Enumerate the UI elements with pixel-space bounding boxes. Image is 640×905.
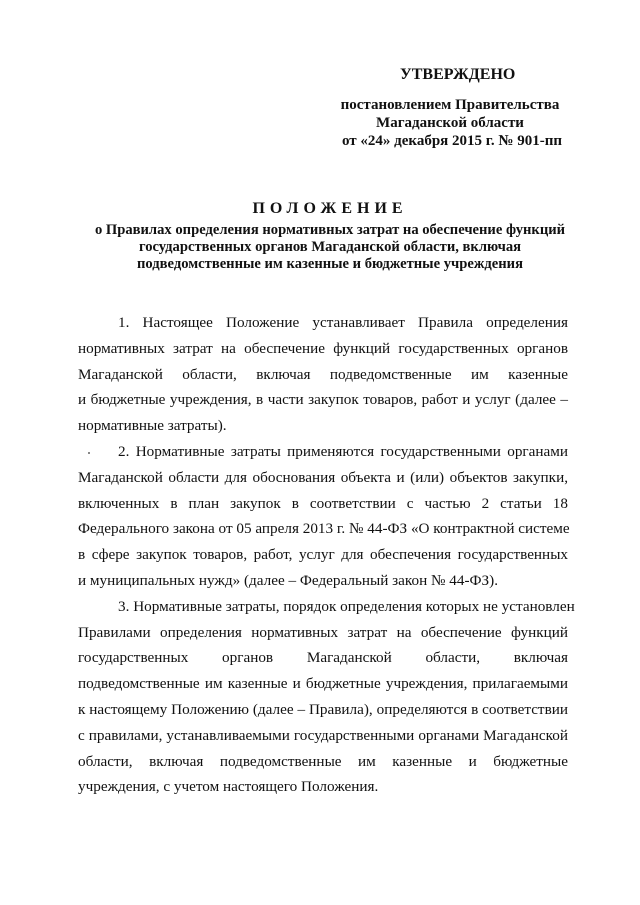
approval-block xyxy=(320,66,580,150)
text-line: с правилами, устанавливаемыми государственными органами Магаданской xyxy=(78,726,568,744)
subtitle-line: государственных органов Магаданской области, включая xyxy=(138,239,522,255)
paragraph-2 xyxy=(78,439,568,594)
document-body xyxy=(78,310,575,800)
text-line: учреждения, с учетом настоящего Положения. xyxy=(78,778,379,796)
approval-line: постановлением Правительства xyxy=(340,97,560,113)
text-line: нормативных затрат на обеспечение функций государственных органов xyxy=(78,339,568,357)
text-line: 2. Нормативные затраты применяются государственными органами xyxy=(118,442,568,460)
document-title: ПОЛОЖЕНИЕ xyxy=(252,200,408,217)
approval-line: от «24» декабря 2015 г. № 901-пп xyxy=(341,133,562,149)
text-line: Правилами определения нормативных затрат на обеспечение функций xyxy=(78,623,568,641)
subtitle-line: о Правилах определения нормативных затрат на обеспечение функций xyxy=(94,222,566,238)
text-line: нормативные затраты). xyxy=(78,417,227,435)
text-line: к настоящему Положению (далее – Правила), определяются в соответствии xyxy=(78,700,568,718)
text-line: Магаданской области для обоснования объекта и (или) объектов закупки, xyxy=(78,468,568,486)
text-line: и бюджетные учреждения, в части закупок товаров, работ и услуг (далее – xyxy=(78,391,568,409)
text-line: подведомственные им казенные и бюджетные учреждения, прилагаемыми xyxy=(78,675,568,693)
text-line: государственных органов Магаданской области, включая xyxy=(78,649,568,667)
text-line: включенных в план закупок в соответствии с частью 2 статьи 18 xyxy=(78,494,568,512)
subtitle-line: подведомственные им казенные и бюджетные учреждения xyxy=(137,256,523,272)
text-line: Федерального закона от 05 апреля 2013 г. № 44-ФЗ «О контрактной системе xyxy=(78,520,570,538)
paragraph-1 xyxy=(78,310,568,439)
text-line: 1. Настоящее Положение устанавливает Правила определения xyxy=(118,314,568,331)
text-line: Магаданской области, включая подведомственные им казенные xyxy=(78,365,568,383)
approval-heading: УТВЕРЖДЕНО xyxy=(400,66,516,83)
text-line: и муниципальных нужд» (далее – Федеральный закон № 44-ФЗ). xyxy=(78,571,499,589)
document-subtitle xyxy=(60,222,600,273)
text-line: области, включая подведомственные им казенные и бюджетные xyxy=(78,752,568,770)
text-line: в сфере закупок товаров, работ, услуг для обеспечения государственных xyxy=(78,546,568,564)
approval-line: Магаданской области xyxy=(376,115,524,131)
paragraph-3 xyxy=(78,594,575,800)
text-line: 3. Нормативные затраты, порядок определения которых не установлен xyxy=(118,597,575,615)
